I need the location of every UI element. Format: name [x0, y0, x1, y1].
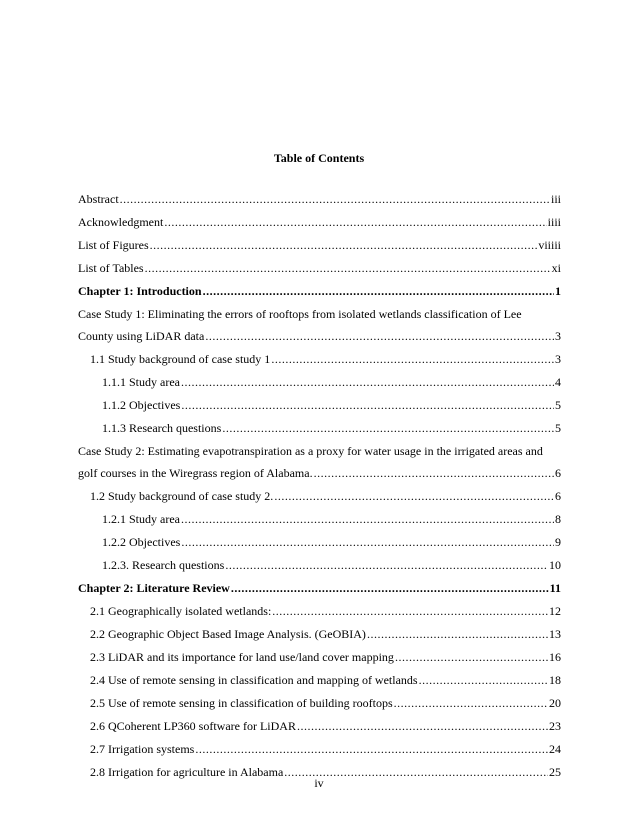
toc-title: Table of Contents [273, 151, 365, 165]
toc-entry-page: 10 [549, 558, 561, 572]
toc-entry-text: Chapter 1: Introduction [78, 284, 202, 298]
dot-leader [181, 398, 554, 413]
toc-entry-page: 3 [555, 352, 561, 366]
toc-entry-page: 18 [549, 673, 561, 687]
toc-subsection-entry[interactable] [78, 512, 561, 535]
page-number: iv [314, 776, 324, 790]
dot-leader [150, 238, 538, 253]
toc-entry-page: 6 [555, 466, 561, 480]
toc-entry-text: 1.1.2 Objectives [102, 398, 181, 412]
toc-section-entry[interactable] [78, 673, 561, 696]
dot-leader [314, 466, 554, 481]
dot-leader [367, 627, 548, 642]
dot-leader [164, 215, 546, 230]
toc-entry-text: County using LiDAR data [78, 329, 205, 343]
toc-entry-text: 1.1 Study background of case study 1 [90, 352, 271, 366]
toc-entry-page: 4 [555, 375, 561, 389]
toc-chapter-entry[interactable] [78, 581, 561, 604]
toc-section-entry[interactable] [78, 719, 561, 742]
toc-subsection-entry[interactable] [78, 421, 561, 444]
toc-subsection-entry[interactable] [78, 535, 561, 558]
dot-leader [195, 742, 548, 757]
dot-leader [181, 512, 554, 527]
toc-entry-text: 1.1.1 Study area [102, 375, 180, 389]
toc-entry-text: Acknowledgment [78, 215, 164, 229]
toc-entry-page: viiiii [538, 238, 561, 252]
toc-section-entry[interactable] [78, 489, 561, 512]
dot-leader [205, 329, 554, 344]
toc-entry-text: 2.2 Geographic Object Based Image Analysis. (GeOBIA) [90, 627, 366, 641]
toc-subsection-entry[interactable] [78, 398, 561, 421]
toc-entry-multiline[interactable] [78, 444, 561, 489]
toc-chapter-entry[interactable] [78, 284, 561, 307]
toc-entry-text: 2.4 Use of remote sensing in classification and mapping of wetlands [90, 673, 418, 687]
dot-leader [395, 650, 548, 665]
toc-entry-multiline[interactable] [78, 307, 561, 352]
toc-section-entry[interactable] [78, 604, 561, 627]
dot-leader [394, 696, 548, 711]
dot-leader [120, 192, 550, 207]
toc-entry-text: Chapter 2: Literature Review [78, 581, 230, 595]
dot-leader [272, 604, 548, 619]
toc-entry-page: 13 [549, 627, 561, 641]
toc-entry-page: iii [550, 192, 561, 206]
toc-entry-page: 1 [555, 284, 561, 298]
toc-entry-page: 23 [549, 719, 561, 733]
toc-entry-text: 1.2.1 Study area [102, 512, 180, 526]
toc-entry[interactable] [78, 261, 561, 284]
toc-entry-text: 1.2 Study background of case study 2. [90, 489, 274, 503]
toc-list [78, 192, 561, 788]
toc-entry-page: 24 [549, 742, 561, 756]
dot-leader [203, 284, 554, 299]
toc-entry-page: 3 [555, 329, 561, 343]
toc-entry[interactable] [78, 215, 561, 238]
dot-leader [271, 352, 554, 367]
toc-subsection-entry[interactable] [78, 558, 561, 581]
toc-entry-page: 11 [549, 581, 561, 595]
toc-entry-text: List of Figures [78, 238, 149, 252]
toc-entry-text: 2.6 QCoherent LP360 software for LiDAR [90, 719, 296, 733]
dot-leader [297, 719, 548, 734]
toc-section-entry[interactable] [78, 696, 561, 719]
toc-entry-text-line1: Case Study 2: Estimating evapotranspiration as a proxy for water usage in the irrigated areas and [78, 444, 543, 458]
toc-entry-text: golf courses in the Wiregrass region of Alabama. [78, 466, 313, 480]
toc-entry-text: 2.3 LiDAR and its importance for land use/land cover mapping [90, 650, 394, 664]
toc-section-entry[interactable] [78, 627, 561, 650]
toc-section-entry[interactable] [78, 742, 561, 765]
dot-leader [222, 421, 554, 436]
toc-entry-page: 5 [555, 421, 561, 435]
dot-leader [181, 535, 554, 550]
toc-entry-page: 6 [555, 489, 561, 503]
toc-entry-text: List of Tables [78, 261, 144, 275]
toc-entry-page: 25 [549, 765, 561, 779]
dot-leader [274, 489, 554, 504]
toc-entry-page: 12 [549, 604, 561, 618]
dot-leader [225, 558, 548, 573]
toc-entry-text: 2.1 Geographically isolated wetlands: [90, 604, 272, 618]
toc-entry-page: 16 [549, 650, 561, 664]
dot-leader [419, 673, 548, 688]
dot-leader [181, 375, 554, 390]
toc-entry-page: iiii [547, 215, 561, 229]
dot-leader [145, 261, 551, 276]
toc-entry[interactable] [78, 238, 561, 261]
toc-entry-text: 1.2.3. Research questions [102, 558, 225, 572]
toc-section-entry[interactable] [78, 352, 561, 375]
toc-entry-text: 2.7 Irrigation systems [90, 742, 195, 756]
toc-entry-text: 2.8 Irrigation for agriculture in Alabama [90, 765, 284, 779]
toc-entry-page: xi [551, 261, 561, 275]
toc-entry-text: Abstract [78, 192, 119, 206]
toc-entry-text: 1.1.3 Research questions [102, 421, 222, 435]
toc-entry[interactable] [78, 192, 561, 215]
toc-entry-page: 9 [555, 535, 561, 549]
toc-entry-page: 8 [555, 512, 561, 526]
toc-entry-text-line1: Case Study 1: Eliminating the errors of rooftops from isolated wetlands classification of Lee [78, 307, 522, 321]
toc-section-entry[interactable] [78, 650, 561, 673]
toc-entry-page: 20 [549, 696, 561, 710]
toc-subsection-entry[interactable] [78, 375, 561, 398]
toc-entry-page: 5 [555, 398, 561, 412]
toc-entry-text: 1.2.2 Objectives [102, 535, 181, 549]
toc-entry-text: 2.5 Use of remote sensing in classification of building rooftops [90, 696, 393, 710]
dot-leader [231, 581, 549, 596]
